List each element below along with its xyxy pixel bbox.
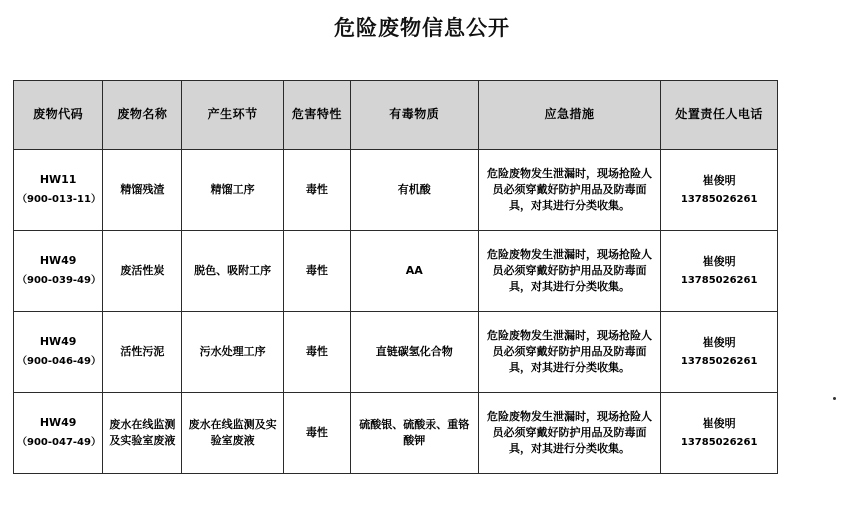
cell-hazard-property: 毒性 [283, 231, 350, 312]
table-row [14, 150, 778, 231]
hazardous-waste-table [13, 80, 778, 474]
cell-responsible-contact [661, 150, 778, 231]
waste-code-sub: （900-039-49） [17, 275, 101, 287]
cell-responsible-contact [661, 312, 778, 393]
cell-waste-name: 活性污泥 [103, 312, 182, 393]
table-row [14, 393, 778, 474]
cell-hazard-property: 毒性 [283, 312, 350, 393]
cell-production-stage: 精馏工序 [182, 150, 283, 231]
table-header [14, 81, 778, 150]
page-title: 危险废物信息公开 [334, 16, 510, 40]
cell-emergency-measure: 危险废物发生泄漏时，现场抢险人员必须穿戴好防护用品及防毒面具，对其进行分类收集。 [478, 231, 661, 312]
hazardous-waste-table-container [13, 80, 778, 474]
table-body [14, 150, 778, 474]
cell-toxic-substance: AA [350, 231, 478, 312]
cell-toxic-substance: 硫酸银、硫酸汞、重铬酸钾 [350, 393, 478, 474]
waste-code-main: HW49 [39, 335, 77, 349]
cell-emergency-measure: 危险废物发生泄漏时，现场抢险人员必须穿戴好防护用品及防毒面具，对其进行分类收集。 [478, 393, 661, 474]
column-header-responsible-phone: 处置责任人电话 [661, 81, 778, 150]
cell-production-stage: 脱色、吸附工序 [182, 231, 283, 312]
contact-name: 崔俊明 [702, 254, 736, 268]
waste-code-main: HW11 [39, 173, 77, 187]
column-header-production-stage: 产生环节 [182, 81, 283, 150]
cell-toxic-substance: 有机酸 [350, 150, 478, 231]
column-header-hazard-property: 危害特性 [283, 81, 350, 150]
contact-phone: 13785026261 [680, 274, 758, 286]
cell-production-stage: 废水在线监测及实验室废液 [182, 393, 283, 474]
table-header-row [14, 81, 778, 150]
cell-emergency-measure: 危险废物发生泄漏时，现场抢险人员必须穿戴好防护用品及防毒面具，对其进行分类收集。 [478, 150, 661, 231]
waste-code-sub: （900-046-49） [17, 356, 101, 368]
table-row [14, 312, 778, 393]
cell-waste-code [14, 312, 103, 393]
cell-waste-code [14, 231, 103, 312]
cell-emergency-measure: 危险废物发生泄漏时，现场抢险人员必须穿戴好防护用品及防毒面具，对其进行分类收集。 [478, 312, 661, 393]
column-header-toxic-substance: 有毒物质 [350, 81, 478, 150]
cell-hazard-property: 毒性 [283, 393, 350, 474]
cell-responsible-contact [661, 231, 778, 312]
cell-waste-code [14, 150, 103, 231]
cell-responsible-contact [661, 393, 778, 474]
column-header-waste-code: 废物代码 [14, 81, 103, 150]
cell-hazard-property: 毒性 [283, 150, 350, 231]
column-header-emergency-measure: 应急措施 [478, 81, 661, 150]
cell-waste-code [14, 393, 103, 474]
cell-waste-name: 废活性炭 [103, 231, 182, 312]
waste-code-main: HW49 [39, 416, 77, 430]
contact-name: 崔俊明 [702, 173, 736, 187]
cell-toxic-substance: 直链碳氢化合物 [350, 312, 478, 393]
waste-code-sub: （900-047-49） [17, 437, 101, 449]
contact-phone: 13785026261 [680, 193, 758, 205]
table-row [14, 231, 778, 312]
cell-production-stage: 污水处理工序 [182, 312, 283, 393]
cell-waste-name: 精馏残渣 [103, 150, 182, 231]
page-artifact-dot [833, 397, 836, 400]
contact-phone: 13785026261 [680, 355, 758, 367]
waste-code-sub: （900-013-11） [17, 194, 101, 206]
contact-name: 崔俊明 [702, 335, 736, 349]
waste-code-main: HW49 [39, 254, 77, 268]
cell-waste-name: 废水在线监测及实验室废液 [103, 393, 182, 474]
contact-name: 崔俊明 [702, 416, 736, 430]
contact-phone: 13785026261 [680, 436, 758, 448]
column-header-waste-name: 废物名称 [103, 81, 182, 150]
